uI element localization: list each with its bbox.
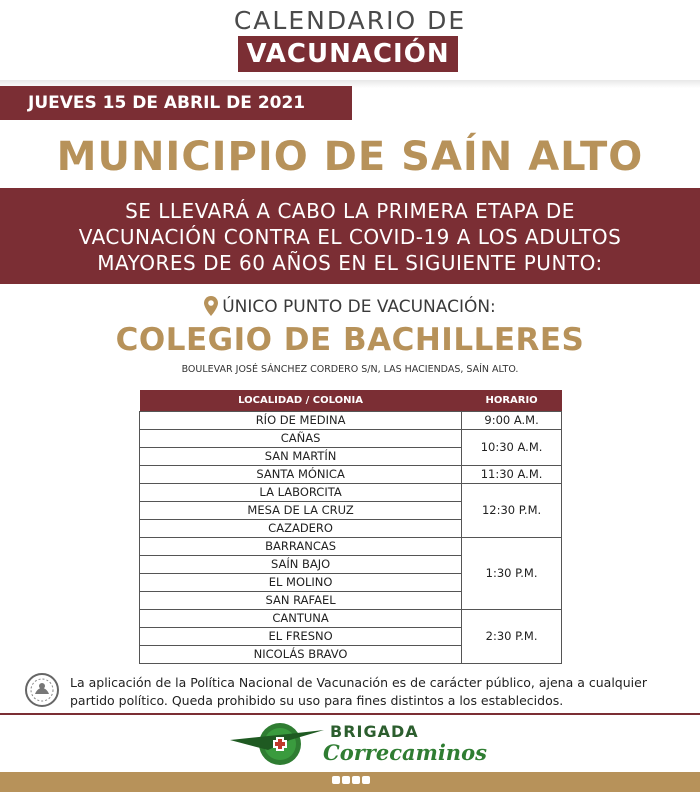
locality-cell: CANTUNA [140, 609, 462, 627]
locality-cell: RÍO DE MEDINA [140, 411, 462, 429]
event-date: JUEVES 15 DE ABRIL DE 2021 [0, 86, 352, 120]
instagram-icon[interactable] [352, 776, 360, 784]
table-row [140, 411, 562, 429]
location-pin-icon [204, 296, 218, 321]
announcement-line: SE LLEVARÁ A CABO LA PRIMERA ETAPA DE [125, 199, 575, 223]
locality-cell: CAÑAS [140, 429, 462, 447]
youtube-icon[interactable] [362, 776, 370, 784]
location-label-row [0, 296, 700, 321]
table-row [140, 609, 562, 627]
schedule-header-row [140, 390, 562, 411]
locality-cell: SAN RAFAEL [140, 591, 462, 609]
brand-line2: Correcaminos [323, 740, 487, 765]
locality-cell: SAN MARTÍN [140, 447, 462, 465]
schedule-table [139, 390, 562, 664]
locality-cell: LA LABORCITA [140, 483, 462, 501]
time-cell: 11:30 A.M. [462, 465, 562, 483]
facebook-icon[interactable] [332, 776, 340, 784]
locality-cell: EL MOLINO [140, 573, 462, 591]
calendar-title-line2: VACUNACIÓN [238, 36, 458, 72]
table-row [140, 483, 562, 501]
municipality-title: MUNICIPIO DE SAÍN ALTO [56, 134, 644, 180]
calendar-title-line1: CALENDARIO DE [233, 6, 467, 35]
location-label: ÚNICO PUNTO DE VACUNACIÓN: [222, 297, 496, 317]
table-row [140, 465, 562, 483]
locality-cell: NICOLÁS BRAVO [140, 645, 462, 663]
announcement-line: VACUNACIÓN CONTRA EL COVID-19 A LOS ADULTOS [78, 225, 622, 249]
national-seal-icon [24, 672, 60, 708]
announcement-line: MAYORES DE 60 AÑOS EN EL SIGUIENTE PUNTO: [97, 251, 603, 275]
announcement-band [0, 188, 700, 284]
locality-cell: MESA DE LA CRUZ [140, 501, 462, 519]
locality-cell: SANTA MÓNICA [140, 465, 462, 483]
time-cell: 12:30 P.M. [462, 483, 562, 537]
locality-cell: EL FRESNO [140, 627, 462, 645]
location-address: BOULEVAR JOSÉ SÁNCHEZ CORDERO S/N, LAS HACIENDAS, SAÍN ALTO. [181, 364, 519, 375]
locality-cell: SAÍN BAJO [140, 555, 462, 573]
social-icons [332, 776, 370, 784]
column-header-locality: LOCALIDAD / COLONIA [140, 390, 462, 411]
footer-divider [0, 713, 700, 715]
time-cell: 9:00 A.M. [462, 411, 562, 429]
table-row [140, 537, 562, 555]
time-cell: 10:30 A.M. [462, 429, 562, 465]
table-row [140, 429, 562, 447]
location-name: COLEGIO DE BACHILLERES [115, 322, 585, 358]
locality-cell: CAZADERO [140, 519, 462, 537]
time-cell: 2:30 P.M. [462, 609, 562, 663]
time-cell: 1:30 P.M. [462, 537, 562, 609]
legal-disclaimer: La aplicación de la Política Nacional de Vacunación es de carácter público, ajena a cualquier partido político. Queda prohibido su uso para fines distintos a los establecidos. [70, 675, 647, 708]
locality-cell: BARRANCAS [140, 537, 462, 555]
column-header-time: HORARIO [462, 390, 562, 411]
twitter-icon[interactable] [342, 776, 350, 784]
calendar-title [0, 6, 700, 36]
brand-line1: BRIGADA [330, 722, 419, 741]
